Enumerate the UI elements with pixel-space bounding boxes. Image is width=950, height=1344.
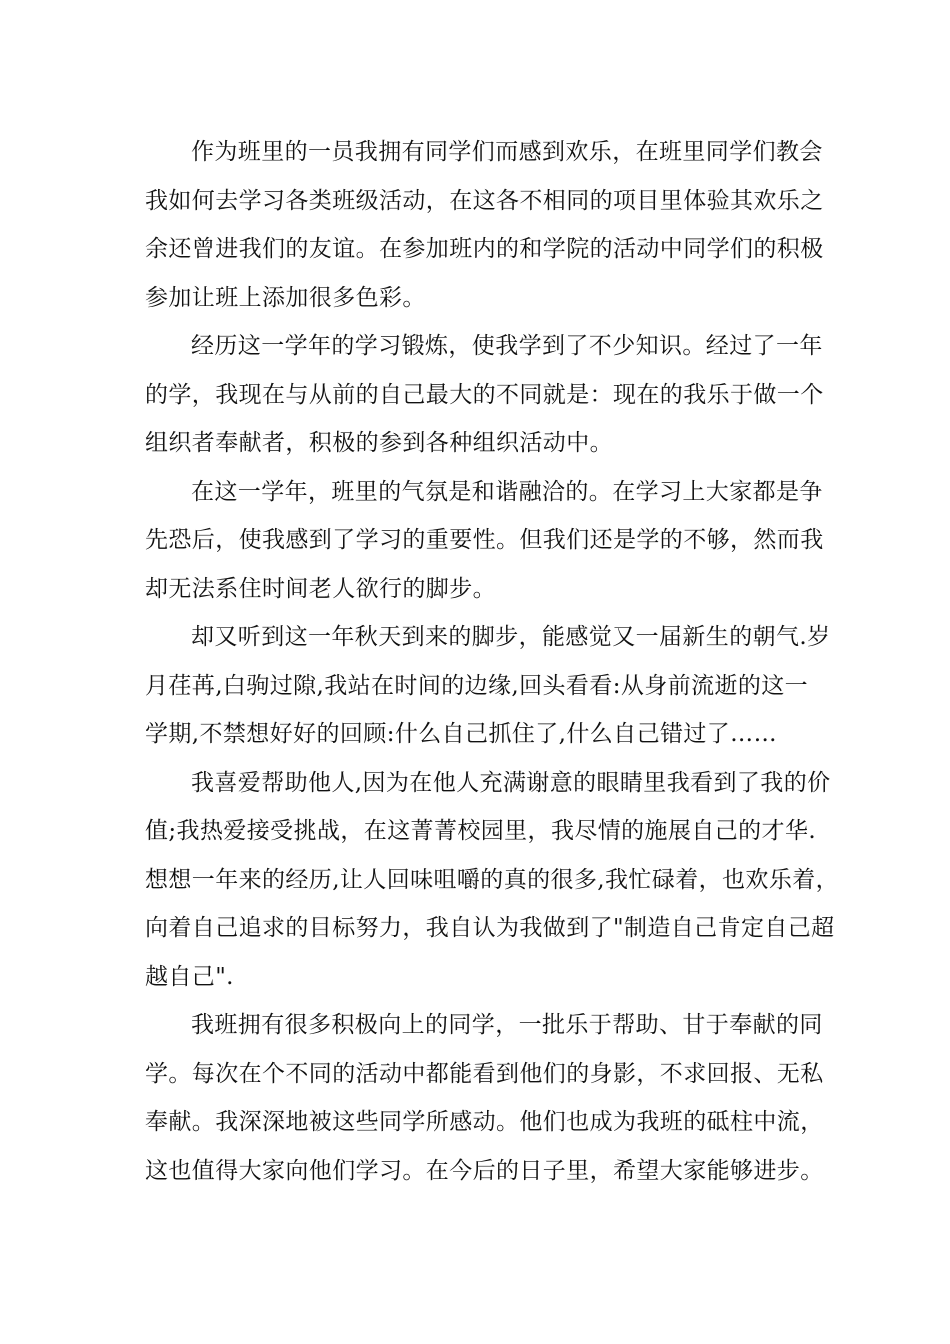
paragraph-4 bbox=[145, 613, 831, 759]
paragraph-5 bbox=[145, 759, 840, 1002]
paragraph-line: 学期,不禁想好好的回顾:什么自己抓住了,什么自己错过了…… bbox=[145, 721, 777, 747]
paragraph-line: 的学，我现在与从前的自己最大的不同就是：现在的我乐于做一个 bbox=[145, 381, 824, 408]
paragraph-line: 学。每次在个不同的活动中都能看到他们的身影，不求回报、无私 bbox=[145, 1060, 824, 1087]
paragraph-2 bbox=[145, 322, 824, 468]
paragraph-line: 值;我热爱接受挑战，在这菁菁校园里，我尽情的施展自己的才华. bbox=[145, 818, 817, 844]
paragraph-line: 经历这一学年的学习锻炼，使我学到了不少知识。经过了一年 bbox=[191, 333, 823, 359]
paragraph-line: 想想一年来的经历,让人回味咀嚼的真的很多,我忙碌着，也欢乐着， bbox=[145, 866, 840, 893]
document-body bbox=[145, 128, 840, 1195]
paragraph-line: 组织者奉献者，积极的参到各种组织活动中。 bbox=[145, 430, 613, 456]
paragraph-line: 我喜爱帮助他人,因为在他人充满谢意的眼睛里我看到了我的价 bbox=[191, 769, 831, 796]
paragraph-line: 我如何去学习各类班级活动，在这各不相同的项目里体验其欢乐之 bbox=[145, 187, 824, 214]
paragraph-line: 我班拥有很多积极向上的同学，一批乐于帮助、甘于奉献的同 bbox=[191, 1012, 823, 1038]
paragraph-line: 参加让班上添加很多色彩。 bbox=[145, 284, 426, 311]
paragraph-line: 作为班里的一员我拥有同学们而感到欢乐，在班里同学们教会 bbox=[191, 139, 823, 165]
paragraph-3 bbox=[145, 468, 824, 614]
paragraph-line: 在这一学年，班里的气氛是和谐融洽的。在学习上大家都是争 bbox=[191, 478, 823, 505]
paragraph-line: 这也值得大家向他们学习。在今后的日子里，希望大家能够进步。 bbox=[145, 1157, 824, 1184]
paragraph-6 bbox=[145, 1001, 824, 1195]
paragraph-line: 越自己". bbox=[145, 963, 234, 990]
paragraph-line: 余还曾进我们的友谊。在参加班内的和学院的活动中同学们的积极 bbox=[145, 236, 824, 262]
paragraph-line: 却又听到这一年秋天到来的脚步，能感觉又一届新生的朝气.岁 bbox=[191, 624, 831, 650]
paragraph-1 bbox=[145, 128, 824, 322]
paragraph-line: 奉献。我深深地被这些同学所感动。他们也成为我班的砥柱中流， bbox=[145, 1109, 824, 1135]
paragraph-line: 月荏苒,白驹过隙,我站在时间的边缘,回头看看:从身前流逝的这一 bbox=[145, 672, 809, 699]
paragraph-line: 先恐后，使我感到了学习的重要性。但我们还是学的不够，然而我 bbox=[145, 527, 824, 553]
paragraph-line: 却无法系住时间老人欲行的脚步。 bbox=[145, 575, 496, 602]
paragraph-line: 向着自己追求的目标努力，我自认为我做到了"制造自己肯定自己超 bbox=[145, 915, 835, 941]
